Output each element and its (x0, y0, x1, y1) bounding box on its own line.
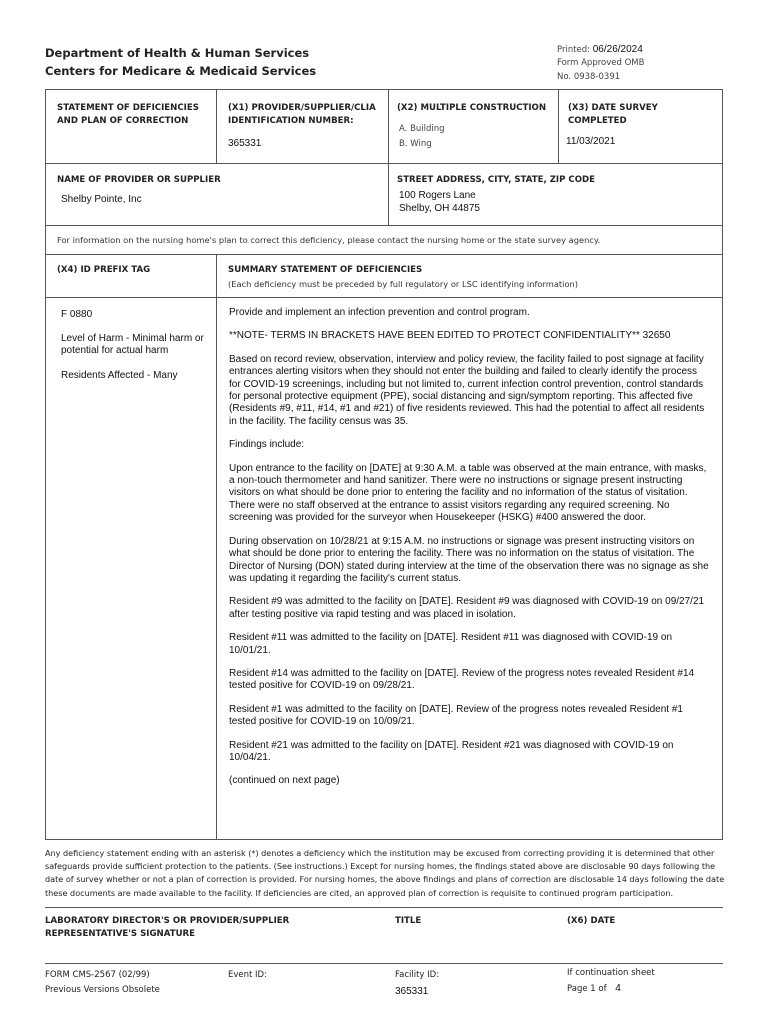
centers-name: Centers for Medicare & Medicaid Services (45, 64, 317, 78)
divider (216, 89, 217, 164)
summary-paragraph: Resident #1 was admitted to the facility on [DATE]. Review of the progress notes revealed Resident #1 tested positive for COVID-19 on 10/09/21. (229, 703, 683, 728)
department-name: Department of Health & Human Services (45, 46, 310, 60)
summary-statement-sublabel: (Each deficiency must be preceded by full regulatory or LSC identifying information) (228, 279, 579, 289)
summary-paragraph: **NOTE- TERMS IN BRACKETS HAVE BEEN EDITED TO PROTECT CONFIDENTIALITY** 32650 (229, 330, 671, 342)
previous-versions-obsolete: Previous Versions Obsolete (45, 985, 160, 995)
provider-box (45, 163, 723, 226)
summary-paragraph: Resident #11 was admitted to the facility on [DATE]. Resident #11 was diagnosed with COVID-19 on 10/01/21. (229, 632, 673, 656)
summary-paragraph: Resident #14 was admitted to the facility on [DATE]. Review of the progress notes revealed Resident #14 tested positive for COVID-19 on 09/28/21. (229, 667, 695, 692)
address-line-1: 100 Rogers Lane (399, 190, 476, 201)
provider-name-label: NAME OF PROVIDER OR SUPPLIER (57, 175, 221, 185)
address-line-2: Shelby, OH 44875 (399, 203, 480, 214)
summary-paragraph: Resident #21 was admitted to the facility on [DATE]. Resident #21 was diagnosed with COVID-19 on 10/04/21. (229, 739, 674, 763)
divider (558, 89, 559, 164)
continuation-sheet-label: If continuation sheet (567, 968, 655, 978)
level-of-harm: Level of Harm - Minimal harm or potential for actual harm (61, 333, 204, 357)
divider (216, 297, 217, 840)
id-prefix-tag-label: (X4) ID PREFIX TAG (57, 265, 151, 275)
omb-number: No. 0938-0391 (557, 72, 621, 82)
summary-paragraph: Upon entrance to the facility on [DATE] at 9:30 A.M. a table was observed at the main entrance, with masks, a non-touch thermometer and hand sanitizer. There were no instructions or signage present instructing visitors on what should be done prior to entering the facility and no information of the status of visitation. There were no staff observed at the entrance to assist visitors regarding any required screening. No screening was provided for the surveyor when Housekeeper (HSKG) #400 answered the door. (229, 462, 707, 524)
divider (216, 254, 217, 298)
form-cms-label: FORM CMS-2567 (02/99) (45, 970, 150, 980)
continued-on-next-page: (continued on next page) (229, 775, 340, 787)
divider (45, 907, 723, 908)
page-total: 4 (615, 983, 621, 994)
summary-paragraph: Based on record review, observation, interview and policy review, the facility failed to post signage at facility entrances alerting visitors when they should not enter the building and failed to clearly identify the process for COVID-19 screenings, including but not limited to, current infection control prevention, control standards for personal protective equipment (PPE), social distancing and sign/symptom reporting. This affected five (Residents #9, #11, #14, #1 and #21) of five residents reviewed. This had the potential to affect all residents in the facility. The facility census was 35. (229, 353, 705, 427)
provider-id-label: (X1) PROVIDER/SUPPLIER/CLIA IDENTIFICATION NUMBER: (228, 103, 376, 126)
printed-date: 06/26/2024 (592, 44, 643, 55)
statement-of-deficiencies-label: STATEMENT OF DEFICIENCIES AND PLAN OF CORRECTION (57, 103, 199, 126)
building-label: A. Building (399, 124, 445, 134)
form-approved-omb: Form Approved OMB (557, 58, 645, 68)
summary-paragraph: During observation on 10/28/21 at 9:15 A.M. no instructions or signage was present instructing visitors on what should be done prior to entering the facility. There was no information on the status of visitation. The Director of Nursing (DON) stated during interview at the time of the observation there was no signage as she was updating it regarding the facility's current status. (229, 535, 709, 584)
wing-label: B. Wing (399, 139, 432, 149)
provider-name: Shelby Pointe, Inc (61, 194, 142, 205)
divider (388, 89, 389, 164)
plan-contact-note: For information on the nursing home's plan to correct this deficiency, please contact the nursing home or the state survey agency. (57, 235, 601, 245)
summary-paragraph: Resident #9 was admitted to the facility on [DATE]. Resident #9 was diagnosed with COVID-19 on 09/27/21 after testing positive via rapid testing and was placed in isolation. (229, 596, 705, 620)
provider-id-number: 365331 (228, 138, 262, 149)
residents-affected: Residents Affected - Many (61, 370, 178, 381)
printed-line (557, 44, 643, 55)
summary-paragraph: Findings include: (229, 439, 305, 451)
facility-id-value: 365331 (395, 986, 429, 997)
event-id-label: Event ID: (228, 970, 267, 980)
director-signature-label: LABORATORY DIRECTOR'S OR PROVIDER/SUPPLIER REPRESENTATIVE'S SIGNATURE (45, 916, 290, 939)
summary-text-column (229, 307, 719, 799)
page-number (567, 983, 621, 994)
summary-paragraph: Provide and implement an infection prevention and control program. (229, 307, 530, 318)
divider (45, 963, 723, 964)
page-label: Page 1 of (567, 984, 607, 994)
printed-label: Printed: (557, 45, 591, 55)
date-x6-label: (X6) DATE (567, 916, 616, 926)
street-address-label: STREET ADDRESS, CITY, STATE, ZIP CODE (397, 175, 596, 185)
disclaimer-text: Any deficiency statement ending with an asterisk (*) denotes a deficiency which the institution may be excused from correcting providing it is determined that other safeguards provide sufficient protection to the patients. (See instructions.) Except for nursing homes, the findings stated above are disclosable 90 days following the date of survey whether or not a plan of correction is provided. For nursing homes, the above findings and plans of correction are disclosable 14 days following the date these documents are made available to the facility. If deficiencies are cited, an approved plan of correction is requisite to continued program participation. (45, 848, 725, 898)
divider (388, 163, 389, 226)
multiple-construction-label: (X2) MULTIPLE CONSTRUCTION (397, 103, 547, 113)
deficiency-tag: F 0880 (61, 309, 93, 320)
survey-date: 11/03/2021 (566, 136, 616, 147)
facility-id-label: Facility ID: (395, 970, 440, 980)
summary-statement-label: SUMMARY STATEMENT OF DEFICIENCIES (228, 265, 423, 275)
date-survey-completed-label: (X3) DATE SURVEY COMPLETED (568, 103, 658, 126)
title-label: TITLE (395, 916, 422, 926)
